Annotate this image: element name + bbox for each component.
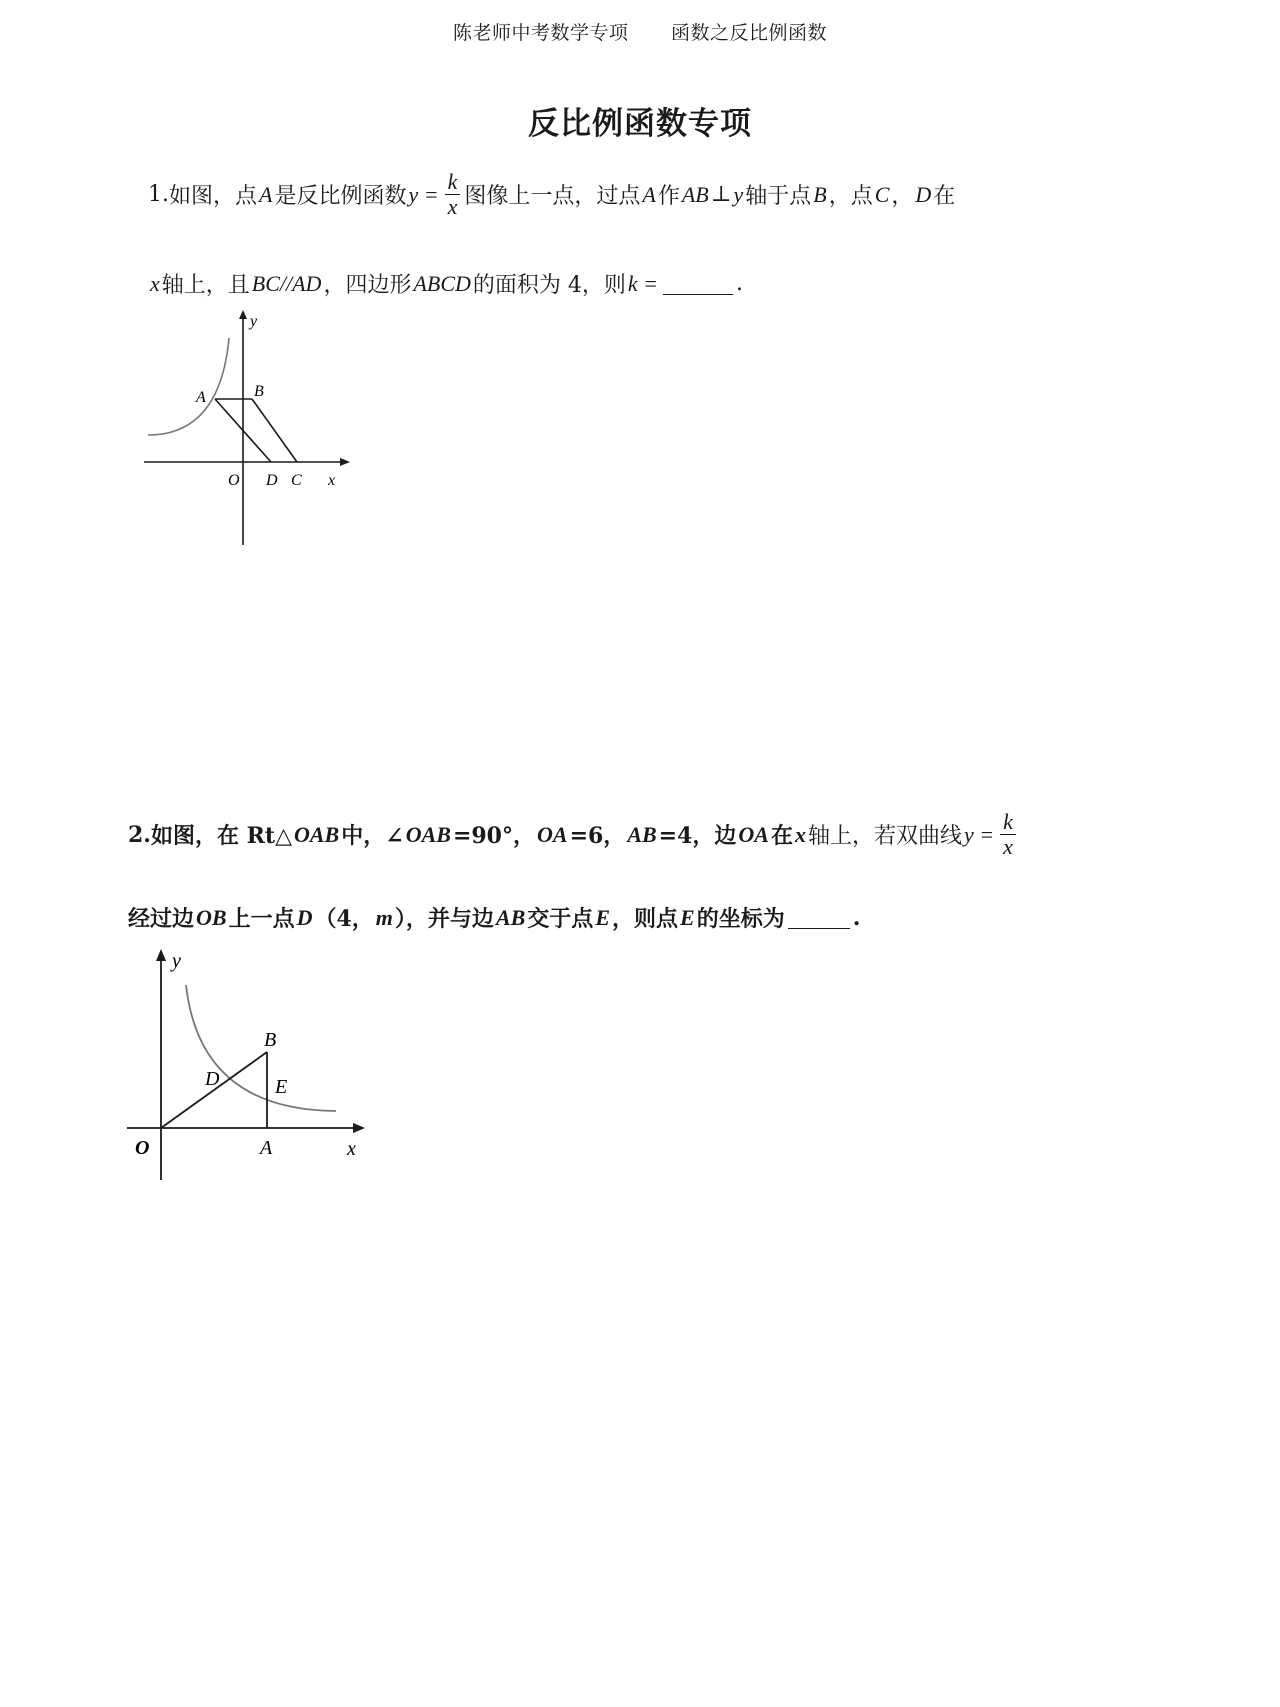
q1-fig-a: A [196, 389, 206, 406]
q2-end: . [852, 904, 861, 931]
q1-line1 [148, 170, 955, 219]
header-left: 陈老师中考数学专项 [452, 22, 629, 44]
q2-text-2: 中，∠ [341, 823, 404, 850]
q2-y-equals: y = [964, 821, 995, 847]
q1-answer-blank [663, 272, 733, 295]
q1-frac-denominator: x [445, 194, 461, 219]
q1-fig-c: C [291, 472, 302, 489]
q2-answer-blank [788, 906, 850, 929]
q2-segment-ob [161, 1052, 267, 1128]
q1-segment-ab: AB [681, 181, 709, 207]
q2-text-13: ，则点 [612, 906, 679, 932]
q2-fig-x: x [347, 1138, 356, 1160]
header-right: 函数之反比例函数 [671, 22, 828, 44]
q2-fig-y: y [172, 950, 181, 972]
q1-text-10: ，四边形 [323, 273, 412, 298]
q1-point-d: D [915, 181, 932, 207]
q1-fraction [445, 170, 461, 219]
q2-y-arrow [156, 949, 166, 961]
q2-text-7: 轴上，若双曲线 [808, 824, 963, 850]
q2-fig-o: O [135, 1137, 150, 1159]
q2-text-3: =90°， [452, 823, 535, 850]
q1-text-6: ，点 [828, 184, 873, 210]
q1-segment-bc-line [252, 399, 297, 462]
q1-x-arrow [340, 458, 350, 466]
q2-fig-a: A [260, 1137, 273, 1159]
q2-text-8: 经过边 [128, 906, 195, 932]
q2-ab: AB [627, 821, 657, 847]
q1-text-2: 是反比例函数 [274, 184, 407, 210]
q1-point-a2: A [642, 181, 656, 207]
q1-fig-x: x [328, 472, 336, 489]
q2-text-9: 上一点 [228, 906, 295, 932]
q2-fig-d: D [205, 1068, 220, 1090]
q1-line2 [148, 268, 743, 299]
q1-perp-symbol: ⊥ [710, 182, 732, 208]
q2-ab2: AB [495, 904, 526, 930]
q2-fig-e: E [275, 1076, 288, 1098]
q1-quad-abcd: ABCD [413, 270, 471, 296]
q2-text-6: 在 [770, 823, 793, 850]
q2-x-axis: x [795, 821, 806, 847]
q2-text-5: =4，边 [658, 823, 737, 850]
q1-text-1: 如图，点 [169, 184, 258, 210]
q2-figure [125, 945, 375, 1185]
q1-text-5: 轴于点 [745, 184, 812, 210]
q1-number: 1. [148, 182, 169, 208]
q1-text-3: 图像上一点，过点 [464, 184, 641, 210]
q2-number: 2. [128, 821, 151, 848]
page-header [0, 18, 1280, 45]
q1-x-axis: x [150, 270, 160, 296]
q2-text-14: 的坐标为 [696, 906, 785, 932]
q1-text-9: 轴上，且 [161, 273, 250, 298]
q1-y-axis: y [733, 181, 744, 207]
q1-k-equals: k = [627, 270, 659, 296]
q2-text-12: 交于点 [527, 906, 594, 932]
q2-text-11: ），并与边 [394, 906, 494, 932]
q1-y-equals: y = [408, 181, 439, 207]
q1-hyperbola [148, 338, 229, 435]
q2-text-4: =6， [569, 823, 626, 850]
q2-triangle-oab: OAB [294, 821, 340, 847]
q1-text-11: 的面积为 4，则 [472, 273, 626, 298]
q2-fraction [1000, 810, 1016, 859]
q2-point-e: E [595, 904, 610, 930]
q1-fig-b: B [254, 383, 264, 400]
q1-point-b: B [813, 181, 827, 207]
q1-point-c: C [874, 181, 890, 207]
q2-point-e2: E [680, 904, 695, 930]
q2-oa: OA [537, 821, 568, 847]
q1-point-a: A [259, 181, 273, 207]
q2-line1 [128, 810, 1020, 859]
q1-y-arrow [239, 310, 247, 319]
page-title: 反比例函数专项 [528, 106, 752, 142]
q1-text-8: 在 [933, 184, 956, 210]
q2-ob: OB [196, 904, 227, 930]
q1-frac-numerator: k [447, 169, 458, 194]
q1-parallel: BC//AD [251, 270, 322, 296]
q1-fig-o: O [228, 472, 240, 489]
q2-oa2: OA [738, 821, 769, 847]
q2-frac-denominator: x [1000, 834, 1016, 859]
q2-m: m [375, 904, 393, 930]
q2-fig-b: B [264, 1029, 277, 1051]
q1-text-4: 作 [657, 184, 680, 210]
q1-fig-y: y [250, 313, 258, 330]
q2-line2 [128, 902, 860, 933]
q2-point-d: D [296, 904, 313, 930]
q2-frac-numerator: k [1003, 809, 1013, 834]
q1-text-7: ， [891, 184, 914, 210]
q2-text-10: （4， [314, 906, 374, 932]
q1-end: . [736, 271, 744, 296]
q2-hyperbola [186, 985, 336, 1111]
q2-angle-oab: OAB [405, 821, 451, 847]
q1-fig-d: D [266, 472, 278, 489]
q2-x-arrow [353, 1123, 365, 1133]
q1-figure [140, 310, 360, 550]
q2-text-1: 如图，在 Rt△ [150, 823, 292, 850]
